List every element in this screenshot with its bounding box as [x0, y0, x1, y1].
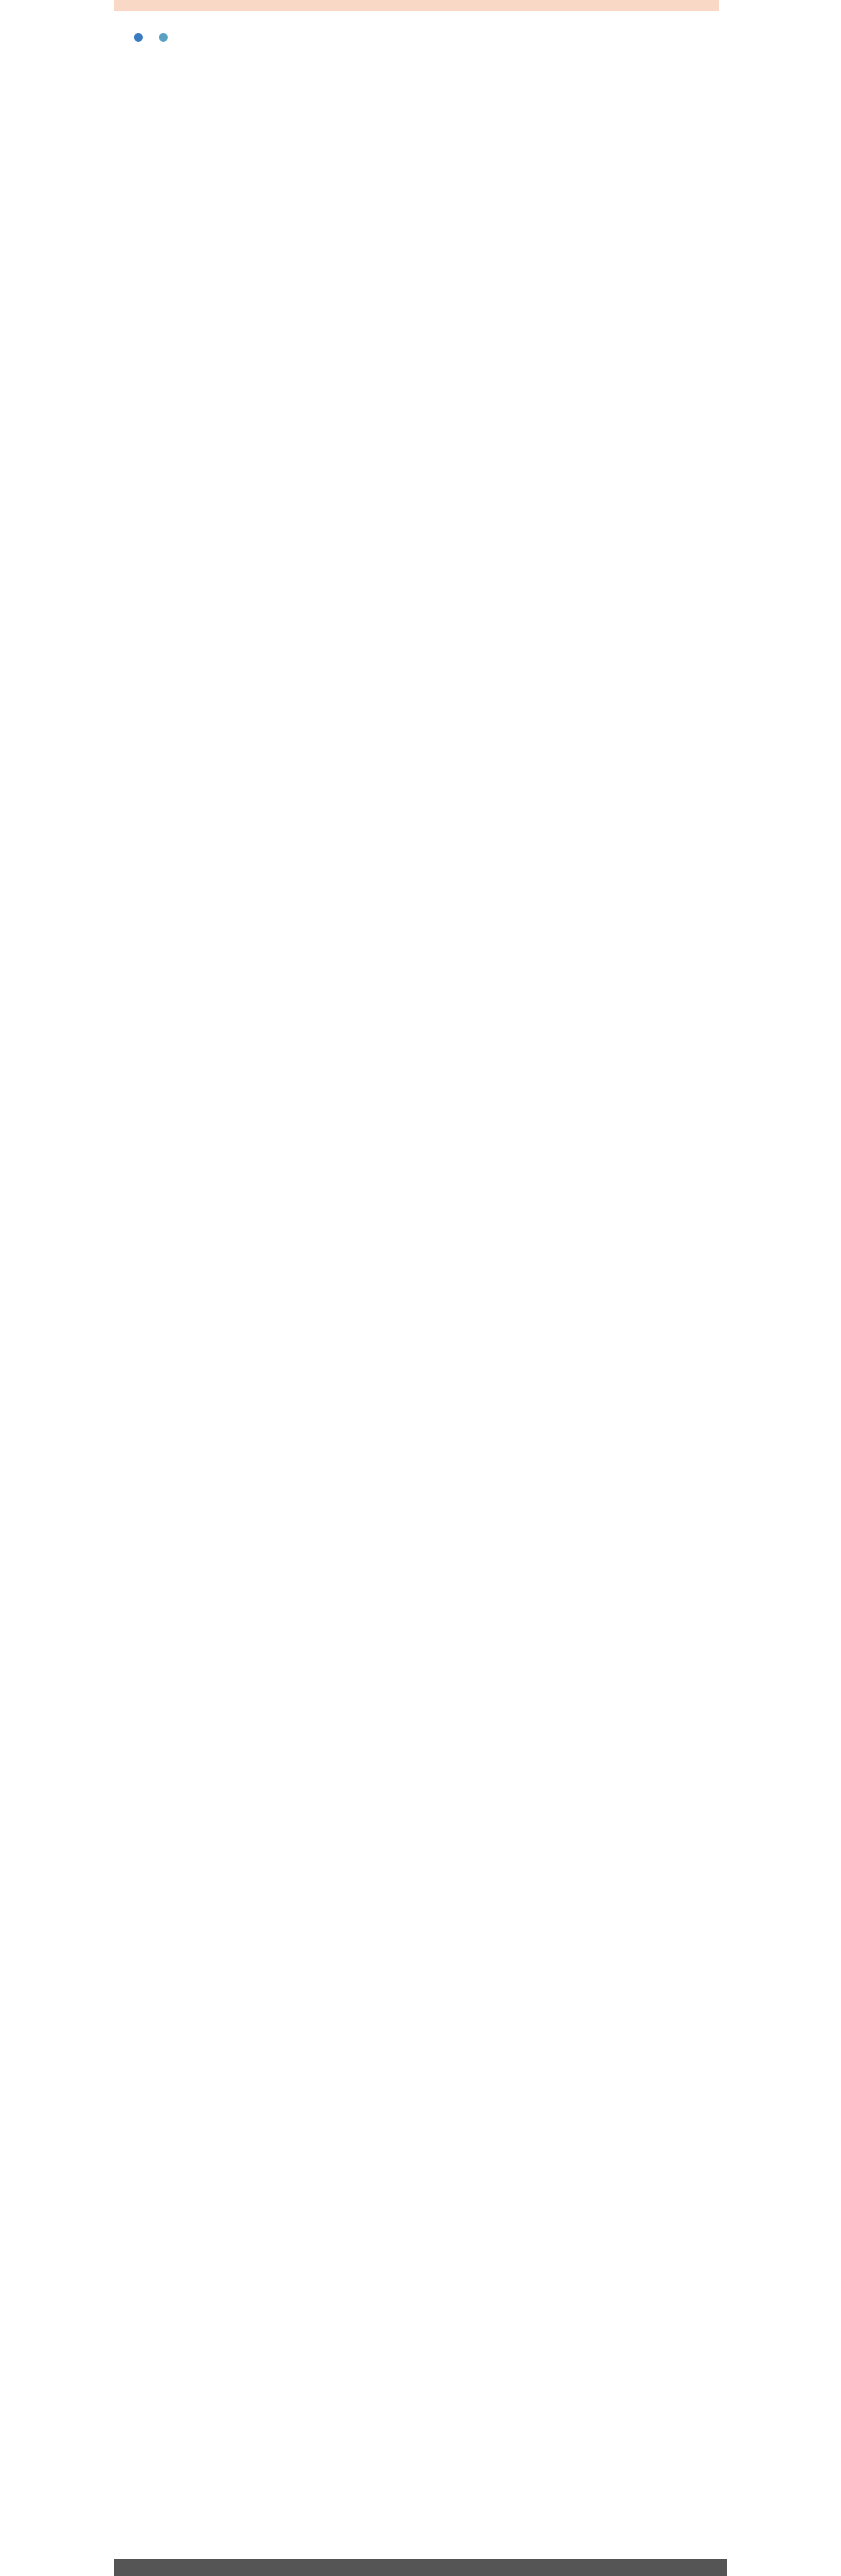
feedback-icon — [134, 33, 143, 42]
top-bar — [114, 0, 719, 11]
footer — [114, 2559, 727, 2576]
help-icon — [159, 33, 168, 42]
header-links — [134, 32, 170, 42]
